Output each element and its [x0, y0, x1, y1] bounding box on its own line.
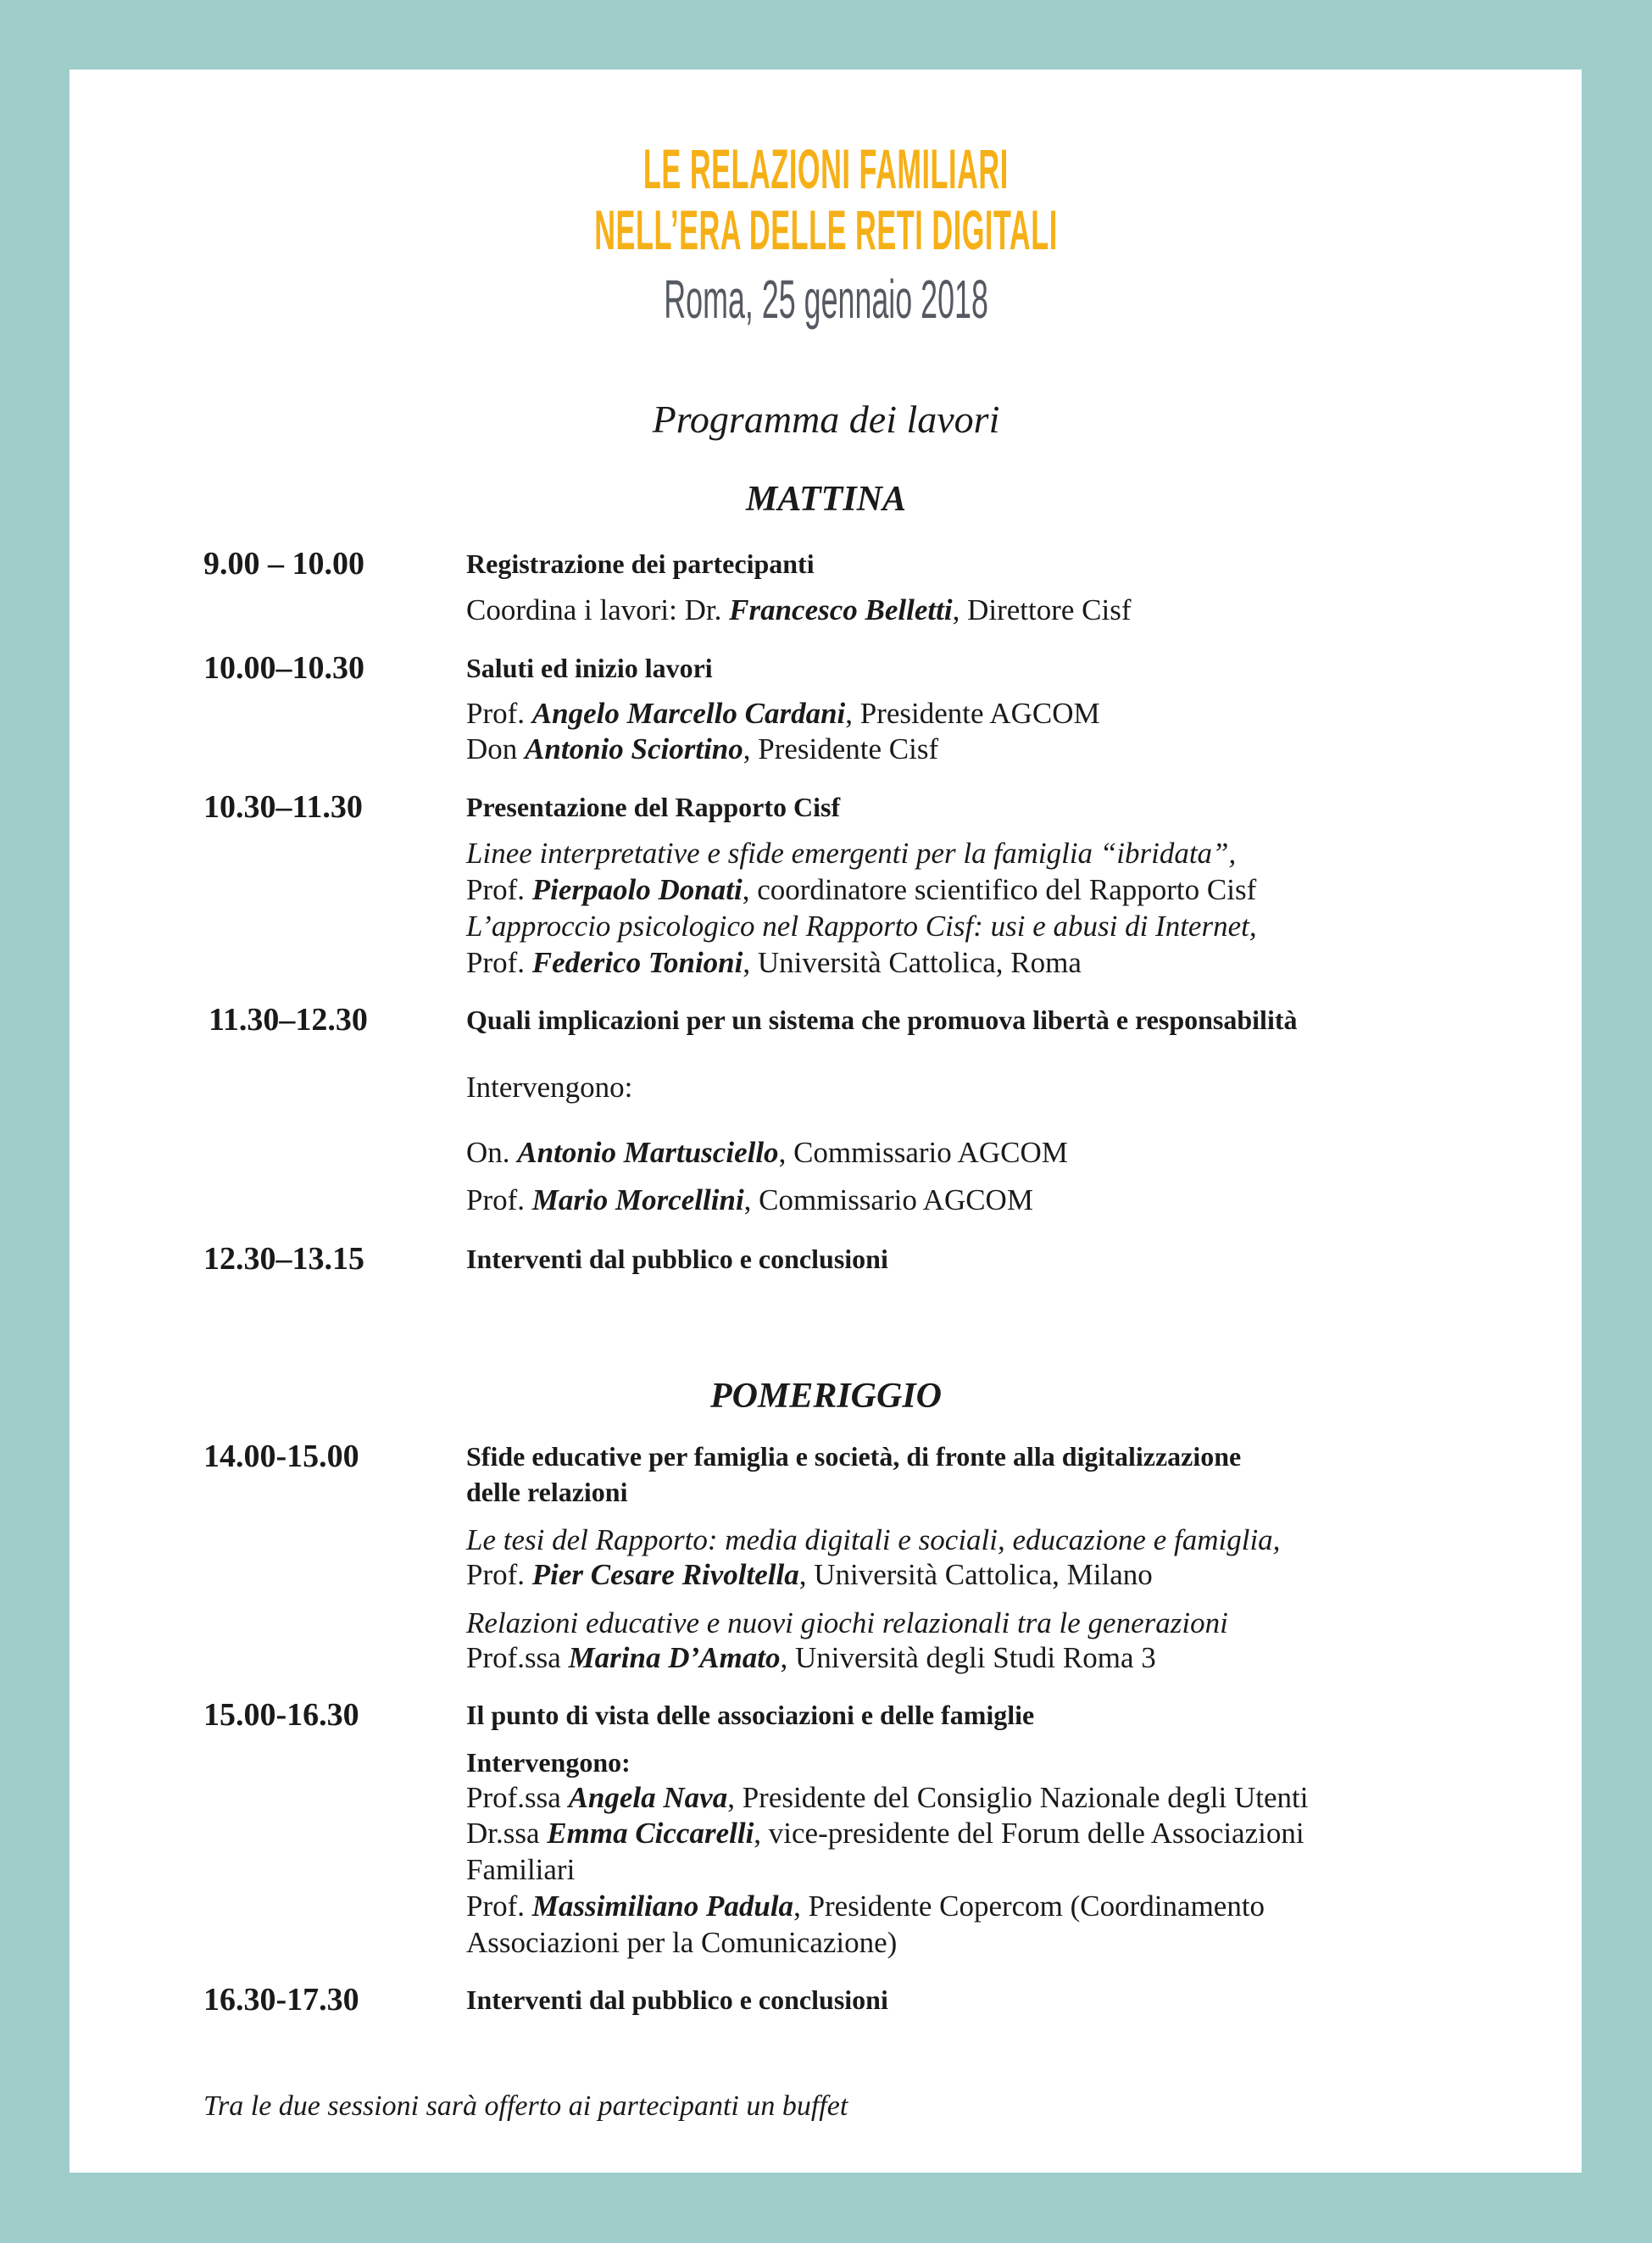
session-speaker-line-continued: Familiari [466, 1853, 576, 1886]
session-speaker-line: Don Antonio Sciortino, Presidente Cisf [466, 732, 939, 765]
session-title: Sfide educative per famiglia e società, di fronte alla digitalizzazione [466, 1441, 1242, 1472]
session-speaker-line: Prof. Pier Cesare Rivoltella, Università Cattolica, Milano [466, 1558, 1153, 1591]
session-speaker-line: Coordina i lavori: Dr. Francesco Belletti, Direttore Cisf [466, 593, 1132, 626]
session-time: 9.00 – 10.00 [203, 546, 364, 582]
title-line-1-wrap [0, 137, 1652, 200]
section-afternoon-heading: POMERIGGIO [709, 1377, 943, 1416]
session-time: 14.00-15.00 [203, 1439, 359, 1474]
date-wrap [0, 269, 1652, 330]
speaker-name: Federico Tonioni [531, 946, 743, 979]
section-morning-heading: MATTINA [745, 480, 907, 519]
session-time: 10.30–11.30 [203, 789, 363, 825]
session-time: 16.30-17.30 [203, 1982, 359, 2018]
event-title-line-1: LE RELAZIONI FAMILIARI [643, 137, 1009, 200]
talk-title: Relazioni educative e nuovi giochi relazionali tra le generazioni [466, 1606, 1228, 1639]
session-intro: Intervengono: [466, 1747, 631, 1778]
program-card [70, 70, 1582, 2173]
session-time: 12.30–13.15 [203, 1241, 364, 1277]
session-title: Registrazione dei partecipanti [466, 548, 815, 579]
session-title: Interventi dal pubblico e conclusioni [466, 1984, 888, 2015]
session-time: 10.00–10.30 [203, 650, 364, 686]
event-date: Roma, 25 gennaio 2018 [664, 269, 988, 330]
speaker-name: Antonio Sciortino [525, 732, 743, 765]
speaker-name: Francesco Belletti [729, 593, 953, 626]
speaker-name: Pierpaolo Donati [531, 873, 743, 906]
session-title: Quali implicazioni per un sistema che promuova libertà e responsabilità [466, 1005, 1298, 1035]
speaker-name: Angela Nava [568, 1781, 728, 1814]
session-speaker-line: Prof. Mario Morcellini, Commissario AGCOM [466, 1183, 1033, 1216]
speaker-name: Antonio Martusciello [517, 1136, 779, 1169]
session-title: Saluti ed inizio lavori [466, 653, 713, 683]
session-speaker-line: On. Antonio Martusciello, Commissario AGCOM [466, 1136, 1068, 1169]
speaker-name: Angelo Marcello Cardani [531, 697, 846, 730]
session-title: Presentazione del Rapporto Cisf [466, 792, 841, 822]
session-speaker-line: Prof. Federico Tonioni, Università Cattolica, Roma [466, 946, 1082, 979]
session-intro: Intervengono: [466, 1071, 633, 1104]
session-time: 15.00-16.30 [203, 1697, 359, 1733]
session-title: Il punto di vista delle associazioni e delle famiglie [466, 1700, 1035, 1730]
session-time: 11.30–12.30 [209, 1002, 368, 1038]
speaker-name: Pier Cesare Rivoltella [531, 1558, 799, 1591]
session-speaker-line: Prof. Massimiliano Padula, Presidente Copercom (Coordinamento [466, 1890, 1265, 1923]
speaker-name: Massimiliano Padula [531, 1890, 794, 1923]
session-speaker-line: Prof. Angelo Marcello Cardani, Presidente AGCOM [466, 697, 1100, 730]
speaker-name: Mario Morcellini [531, 1183, 744, 1216]
program-subtitle: Programma dei lavori [652, 398, 1000, 441]
title-line-2-wrap [0, 198, 1652, 261]
session-speaker-line: Prof. Pierpaolo Donati, coordinatore scientifico del Rapporto Cisf [466, 873, 1257, 906]
speaker-name: Emma Ciccarelli [547, 1817, 754, 1850]
session-title: Interventi dal pubblico e conclusioni [466, 1244, 888, 1274]
speaker-name: Marina D’Amato [568, 1641, 781, 1674]
talk-title: L’approccio psicologico nel Rapporto Cisf: usi e abusi di Internet, [466, 910, 1257, 943]
session-speaker-line: Prof.ssa Angela Nava, Presidente del Consiglio Nazionale degli Utenti [466, 1781, 1309, 1814]
talk-title: Linee interpretative e sfide emergenti per la famiglia “ibridata”, [466, 837, 1237, 870]
session-speaker-line: Prof.ssa Marina D’Amato, Università degli Studi Roma 3 [466, 1641, 1156, 1674]
event-title-line-2: NELL’ERA DELLE RETI DIGITALI [594, 198, 1058, 261]
session-title-continued: delle relazioni [466, 1477, 628, 1507]
talk-title: Le tesi del Rapporto: media digitali e sociali, educazione e famiglia, [466, 1523, 1281, 1556]
session-speaker-line-continued: Associazioni per la Comunicazione) [466, 1926, 898, 1959]
session-speaker-line: Dr.ssa Emma Ciccarelli, vice-presidente del Forum delle Associazioni [466, 1817, 1304, 1850]
buffet-note: Tra le due sessioni sarà offerto ai partecipanti un buffet [203, 2090, 848, 2122]
